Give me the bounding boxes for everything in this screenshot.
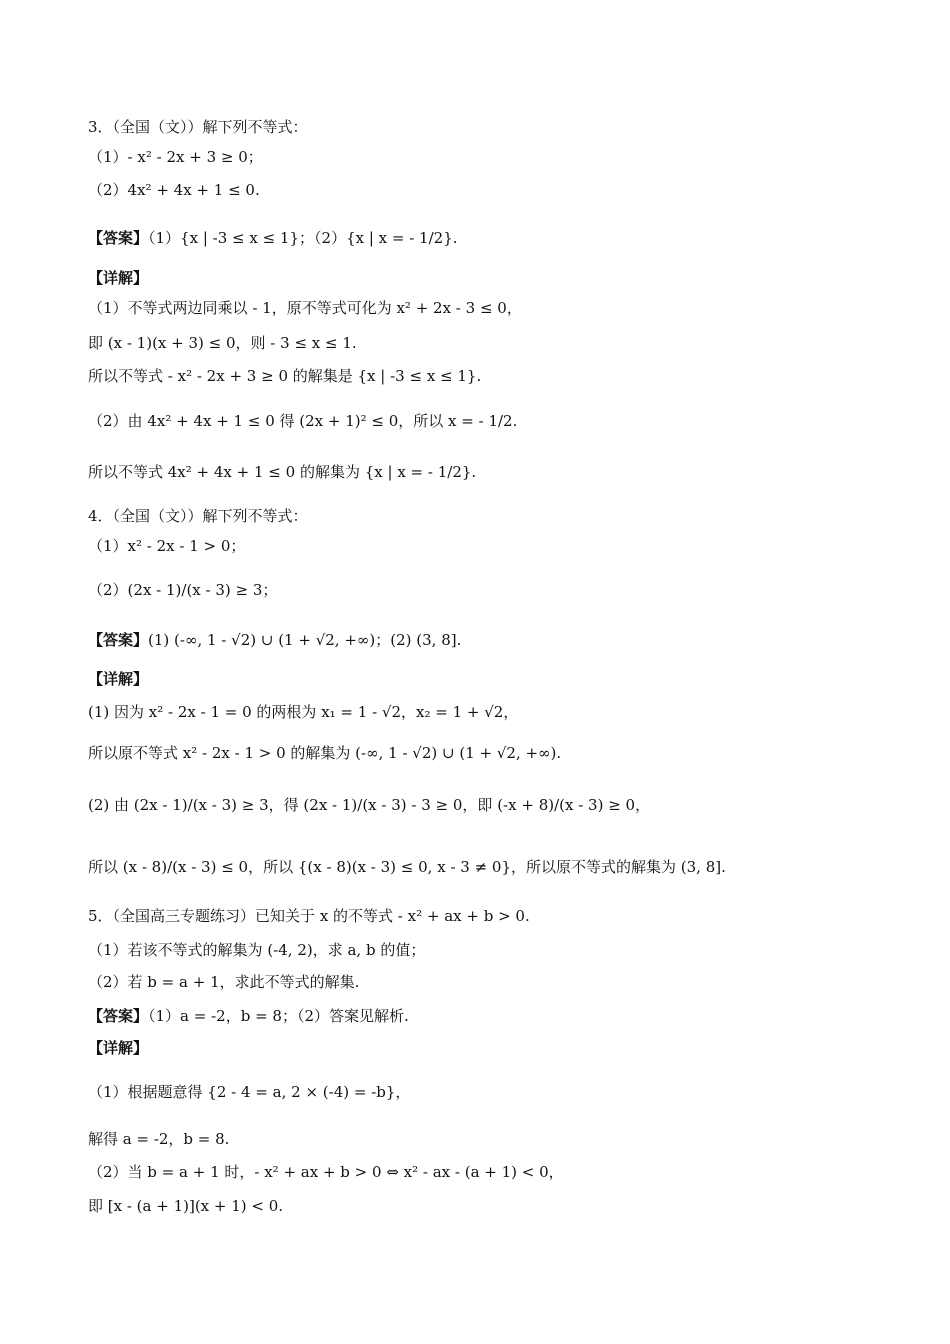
q4-title: 4．（全国（文））解下列不等式：: [88, 507, 308, 525]
q5-detail-2: 解得 a = -2，b = 8.: [88, 1130, 230, 1148]
q4-detail-label: 【详解】: [88, 670, 149, 688]
q5-detail-1: （1）根据题意得 {2 - 4 = a, 2 × (-4) = -b}，: [88, 1083, 411, 1101]
q5-title: 5．（全国高三专题练习）已知关于 x 的不等式 - x² + ax + b > 0.: [88, 907, 530, 925]
answer-label: 【答案】: [88, 631, 149, 649]
q3-detail-3: 所以不等式 - x² - 2x + 3 ≥ 0 的解集是 {x | -3 ≤ x ≤ 1}.: [88, 367, 482, 385]
q5-part1: （1）若该不等式的解集为 (-4, 2)，求 a, b 的值；: [88, 941, 426, 959]
q5-detail-3: （2）当 b = a + 1 时，- x² + ax + b > 0 ⇔ x² - ax - (a + 1) < 0，: [88, 1163, 564, 1181]
q5-detail-4: 即 [x - (a + 1)](x + 1) < 0.: [88, 1197, 284, 1215]
q3-detail-2: 即 (x - 1)(x + 3) ≤ 0，则 - 3 ≤ x ≤ 1.: [88, 334, 357, 352]
q4-detail-1: (1) 因为 x² - 2x - 1 = 0 的两根为 x₁ = 1 - √2，x₂ = 1 + √2，: [88, 703, 519, 721]
q3-answer: [88, 228, 458, 248]
answer-text: （1）a = -2，b = 8；（2）答案见解析.: [148, 1007, 409, 1025]
q5-answer: [88, 1006, 409, 1026]
q3-part2: （2）4x² + 4x + 1 ≤ 0.: [88, 181, 260, 199]
q4-answer: [88, 630, 461, 650]
q4-detail-2: 所以原不等式 x² - 2x - 1 > 0 的解集为 (-∞, 1 - √2) ∪ (1 + √2, +∞).: [88, 744, 562, 762]
q3-title: 3．（全国（文））解下列不等式：: [88, 118, 308, 136]
q3-detail-4: （2）由 4x² + 4x + 1 ≤ 0 得 (2x + 1)² ≤ 0，所以 x = - 1/2.: [88, 412, 518, 430]
answer-text: (1) (-∞, 1 - √2) ∪ (1 + √2, +∞)；(2) (3, 8].: [148, 631, 462, 649]
q3-detail-1: （1）不等式两边同乘以 - 1，原不等式可化为 x² + 2x - 3 ≤ 0，: [88, 299, 522, 317]
q4-detail-4: 所以 (x - 8)/(x - 3) ≤ 0，所以 {(x - 8)(x - 3) ≤ 0, x - 3 ≠ 0}，所以原不等式的解集为 (3, 8].: [88, 858, 726, 876]
q3-detail-5: 所以不等式 4x² + 4x + 1 ≤ 0 的解集为 {x | x = - 1/2}.: [88, 463, 477, 481]
q5-detail-label: 【详解】: [88, 1039, 149, 1057]
q3-detail-label: 【详解】: [88, 269, 149, 287]
answer-label: 【答案】: [88, 1007, 149, 1025]
answer-label: 【答案】: [88, 229, 149, 247]
q3-part1: （1）- x² - 2x + 3 ≥ 0；: [88, 148, 263, 166]
q4-part1: （1）x² - 2x - 1 > 0；: [88, 537, 246, 555]
q4-detail-3: (2) 由 (2x - 1)/(x - 3) ≥ 3，得 (2x - 1)/(x - 3) - 3 ≥ 0，即 (-x + 8)/(x - 3) ≥ 0，: [88, 796, 651, 814]
q5-part2: （2）若 b = a + 1，求此不等式的解集.: [88, 973, 360, 991]
q4-part2: （2）(2x - 1)/(x - 3) ≥ 3；: [88, 581, 278, 599]
answer-text: （1）{x | -3 ≤ x ≤ 1}；（2）{x | x = - 1/2}.: [148, 229, 458, 247]
